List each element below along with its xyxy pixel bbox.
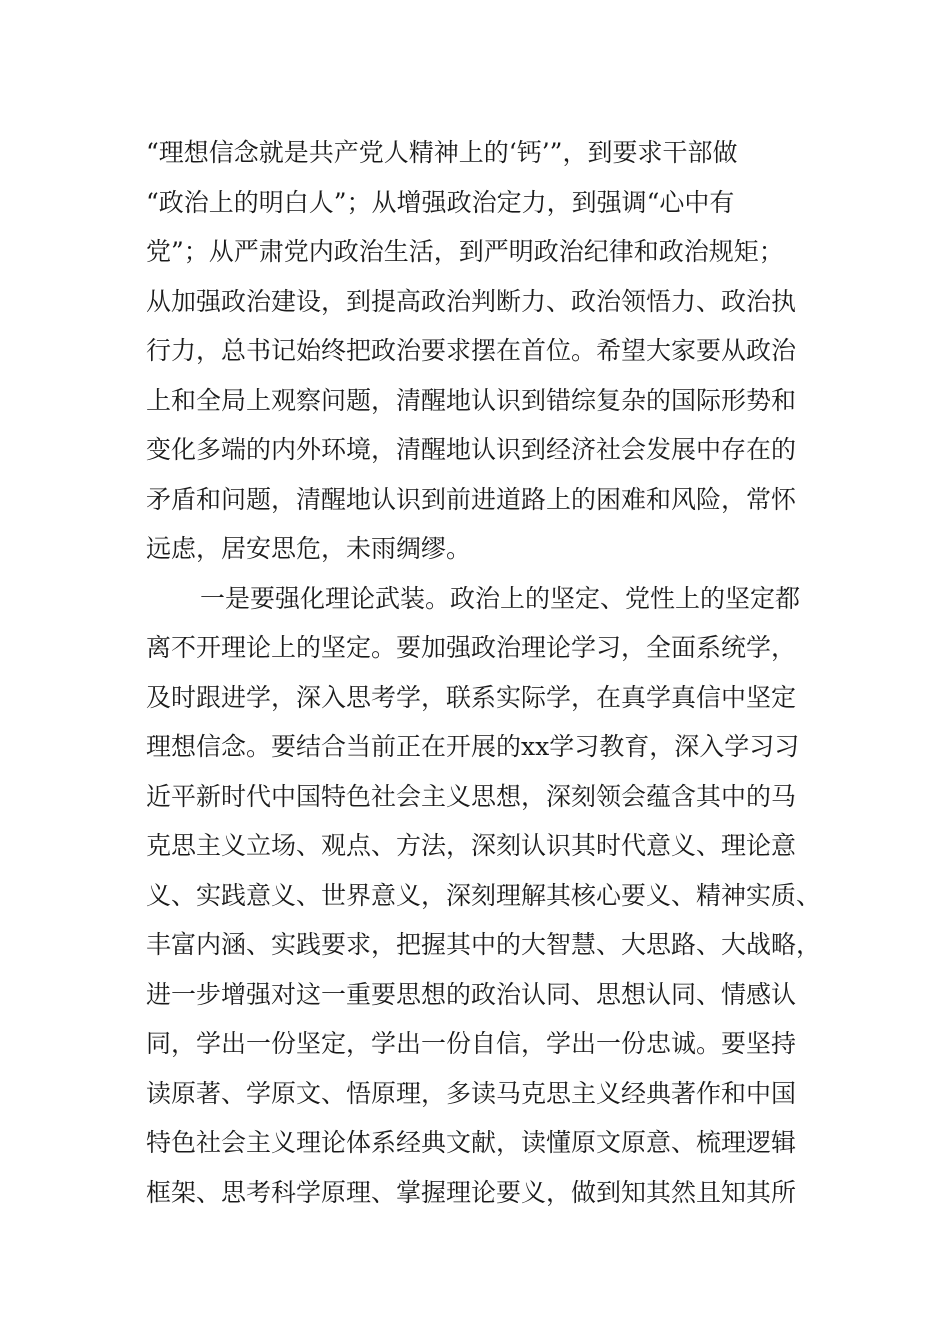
- paragraph-1: [146, 128, 806, 574]
- paragraph-line: 远虑，居安思危，未雨绸缪。: [146, 534, 472, 563]
- paragraph-line: 上和全局上观察问题，清醒地认识到错综复杂的国际形势和: [146, 385, 797, 415]
- paragraph-line: 进一步增强对这一重要思想的政治认同、思想认同、情感认: [146, 979, 797, 1009]
- paragraph-line: 党”；从严肃党内政治生活，到严明政治纪律和政治规矩；: [146, 237, 784, 266]
- paragraph-line: 行力，总书记始终把政治要求摆在首位。希望大家要从政治: [146, 336, 797, 365]
- paragraph-line: “理想信念就是共产党人精神上的‘钙’”，到要求干部做: [146, 138, 738, 167]
- document-body: [146, 128, 822, 1217]
- paragraph-line: 丰富内涵、实践要求，把握其中的大智慧、大思路、大战略，: [146, 930, 822, 959]
- paragraph-line: 义、实践意义、世界意义，深刻理解其核心要义、精神实质、: [146, 880, 822, 910]
- paragraph-line: 近平新时代中国特色社会主义思想，深刻领会蕴含其中的马: [146, 781, 797, 811]
- paragraph-line: 变化多端的内外环境，清醒地认识到经济社会发展中存在的: [146, 435, 797, 464]
- paragraph-line: 同，学出一份坚定，学出一份自信，学出一份忠诚。要坚持: [146, 1029, 797, 1058]
- paragraph-line: 矛盾和问题，清醒地认识到前进道路上的困难和风险，常怀: [146, 484, 797, 514]
- paragraph-line: 从加强政治建设，到提高政治判断力、政治领悟力、政治执: [146, 286, 797, 316]
- paragraph-line: 克思主义立场、观点、方法，深刻认识其时代意义、理论意: [146, 831, 797, 860]
- paragraph-line: 特色社会主义理论体系经典文献，读懂原文原意、梳理逻辑: [146, 1128, 797, 1157]
- paragraph-line: 框架、思考科学原理、掌握理论要义，做到知其然且知其所: [146, 1177, 797, 1207]
- paragraph-line: 读原著、学原文、悟原理，多读马克思主义经典著作和中国: [146, 1078, 797, 1108]
- paragraph-line: 离不开理论上的坚定。要加强政治理论学习，全面系统学，: [146, 633, 797, 662]
- paragraph-line: 一是要强化理论武装。政治上的坚定、党性上的坚定都: [200, 583, 801, 613]
- paragraph-line: 理想信念。要结合当前正在开展的xx学习教育，深入学习习: [146, 732, 800, 761]
- paragraph-line: “政治上的明白人”；从增强政治定力，到强调“心中有: [146, 187, 735, 217]
- paragraph-2: [146, 574, 822, 1218]
- paragraph-line: 及时跟进学，深入思考学，联系实际学，在真学真信中坚定: [146, 682, 797, 712]
